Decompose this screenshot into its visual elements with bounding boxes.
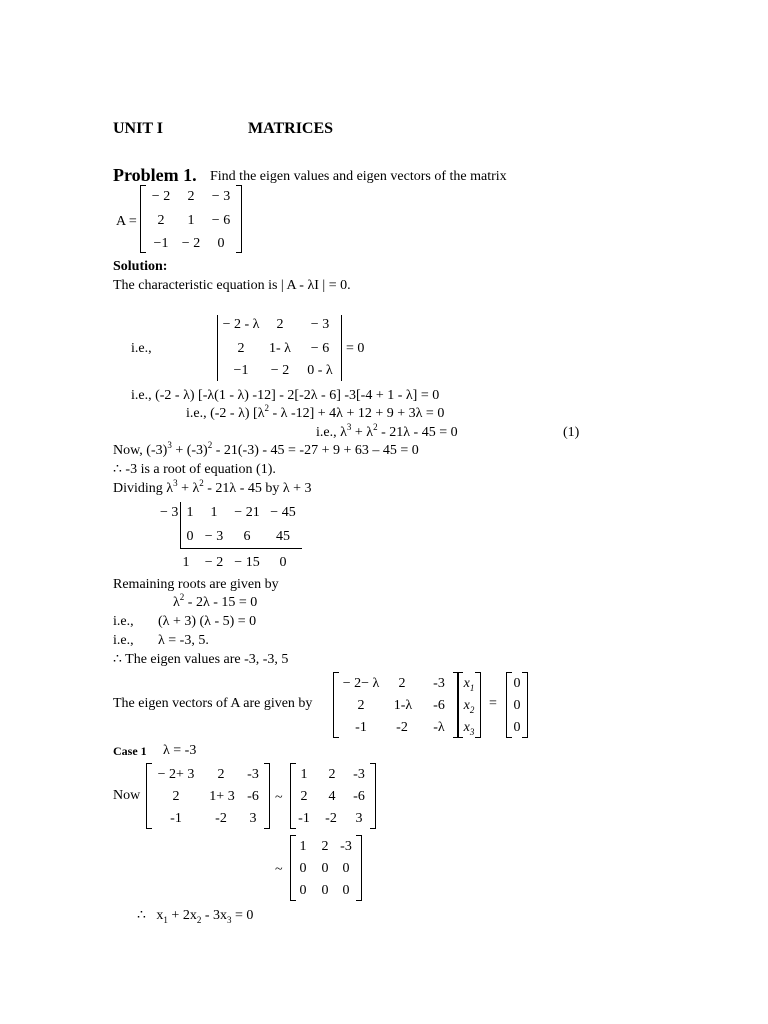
factor-line: (λ + 3) (λ - 5) = 0	[158, 614, 257, 629]
matrix-cell: − 3	[211, 189, 231, 204]
quadratic-equation: $\lambda^2 - 2\lambda - 15 = 0$	[173, 592, 258, 610]
case-cell: -6	[353, 789, 365, 804]
case-cell: 2	[172, 789, 180, 804]
case-cell: 1	[300, 767, 308, 782]
det-cell: 2	[276, 317, 284, 332]
case-cell: 0	[342, 861, 350, 876]
ie-label: i.e.,	[131, 341, 152, 356]
matrix-cell: − 6	[211, 213, 231, 228]
case-cell: -2	[325, 811, 337, 826]
zero-entry: 0	[513, 698, 521, 713]
case-cell: -1	[298, 811, 310, 826]
case-cell: 3	[355, 811, 363, 826]
det-cell: − 6	[310, 341, 330, 356]
case-cell: 2	[217, 767, 225, 782]
det-cell: 2	[237, 341, 245, 356]
ev-equals: =	[489, 696, 497, 711]
case-cell: 0	[299, 861, 307, 876]
case-cell: 1+ 3	[209, 789, 235, 804]
matrix-a-prefix: A =	[116, 214, 137, 229]
det-cell: − 2	[270, 363, 290, 378]
remaining-roots-line: Remaining roots are given by	[113, 577, 279, 592]
x-entry: $x_3$	[463, 720, 475, 737]
eigen-vectors-intro: The eigen vectors of A are given by	[113, 696, 313, 711]
det-cell: 1- λ	[269, 341, 291, 356]
matrix-cell: − 2	[151, 189, 171, 204]
case-cell: 0	[299, 883, 307, 898]
determinant	[217, 315, 342, 381]
case-label: Case 1	[113, 744, 147, 758]
case-cell: 2	[321, 839, 329, 854]
case-cell: 4	[328, 789, 336, 804]
case-matrix-2	[291, 763, 375, 829]
expansion-line-2: i.e., (-2 - λ) [$\lambda^2$ - λ -12] + 4λ + 12 + 9 + 3λ = 0	[186, 403, 445, 421]
syn-cell: − 45	[270, 505, 296, 520]
zero-entry: 0	[513, 676, 521, 691]
ev-cell: -λ	[433, 720, 445, 735]
unit-label: UNIT I	[113, 120, 163, 137]
matrix-cell: 0	[217, 236, 225, 251]
case-cell: -3	[247, 767, 259, 782]
case-cell: 0	[321, 883, 329, 898]
syn-cell: − 15	[234, 555, 260, 570]
zero-vector	[507, 672, 527, 738]
case-cell: 2	[300, 789, 308, 804]
syn-cell: − 21	[234, 505, 260, 520]
case-cell: 0	[321, 861, 329, 876]
syn-cell: 6	[243, 529, 251, 544]
syn-cell: 1	[210, 505, 218, 520]
matrix-cell: 2	[187, 189, 195, 204]
syn-cell: 0	[279, 555, 287, 570]
values-line: λ = -3, 5.	[158, 633, 209, 648]
synthetic-division	[150, 500, 310, 575]
char-eq-line: The characteristic equation is | A - λI | = 0.	[113, 278, 351, 293]
ev-cell: 2	[357, 698, 365, 713]
case-cell: 2	[328, 767, 336, 782]
substitution-line: Now, $(-3)^3 + (-3)^2 - 21(-3) - 45 = -27 + 9 + 63 - 45 = 0$	[113, 440, 419, 458]
case-cell: -3	[340, 839, 352, 854]
matrix-cell: − 2	[181, 236, 201, 251]
ev-cell: 1-λ	[393, 698, 413, 713]
matrix-cell: −1	[153, 236, 169, 251]
case-matrix-3	[291, 835, 361, 901]
zero-entry: 0	[513, 720, 521, 735]
case-cell: 1	[299, 839, 307, 854]
ev-cell: -3	[433, 676, 445, 691]
solution-label: Solution:	[113, 259, 168, 274]
syn-cell: 0	[186, 529, 194, 544]
ie-values-label: i.e.,	[113, 633, 134, 648]
ev-cell: − 2− λ	[342, 676, 380, 691]
unit-title: MATRICES	[248, 120, 334, 137]
case-cell: -3	[353, 767, 365, 782]
case-cell: 3	[249, 811, 257, 826]
case-cell: -1	[170, 811, 182, 826]
det-cell: − 3	[310, 317, 330, 332]
ev-cell: 2	[398, 676, 406, 691]
matrix-cell: 1	[187, 213, 195, 228]
root-line: ∴ -3 is a root of equation (1).	[113, 462, 276, 477]
problem-label: Problem 1.	[113, 165, 197, 185]
syn-cell: 45	[276, 529, 290, 544]
syn-cell: − 3	[204, 529, 224, 544]
final-equation: ∴ $x_1 + 2x_2 - 3x_3 = 0$	[137, 908, 254, 925]
det-cell: 0 - λ	[307, 363, 333, 378]
x-entry: $x_1$	[463, 676, 475, 693]
det-cell: − 2 - λ	[222, 317, 260, 332]
matrix-cell: 2	[157, 213, 165, 228]
ev-cell: -2	[396, 720, 408, 735]
case-matrix-1	[147, 763, 269, 829]
problem-statement: Find the eigen values and eigen vectors of the matrix	[210, 169, 507, 184]
case-cell: 0	[342, 883, 350, 898]
case-cell: − 2+ 3	[157, 767, 195, 782]
syn-cell: − 2	[204, 555, 224, 570]
ev-cell: -1	[355, 720, 367, 735]
tilde-2: ~	[275, 862, 283, 877]
expansion-line-1: i.e., (-2 - λ) [-λ(1 - λ) -12] - 2[-2λ - 6] -3[-4 + 1 - λ] = 0	[131, 388, 440, 403]
divisor: − 3	[160, 505, 179, 520]
ie-factor-label: i.e.,	[113, 614, 134, 629]
syn-cell: 1	[182, 555, 190, 570]
now-label: Now	[113, 788, 141, 803]
x-entry: $x_2$	[463, 698, 475, 715]
eigen-vector-matrix	[334, 672, 458, 738]
syn-cell: 1	[186, 505, 194, 520]
x-vector	[458, 672, 480, 738]
tilde: ~	[275, 790, 283, 805]
matrix-a	[141, 185, 241, 253]
dividing-line: Dividing $\lambda^3 + \lambda^2 - 21\lambda - 45$ by λ + 3	[113, 478, 312, 496]
equation-number: (1)	[563, 425, 580, 440]
det-equals: = 0	[346, 341, 365, 356]
cubic-equation: i.e., $\lambda^3 + \lambda^2 - 21\lambda - 45 = 0$	[316, 422, 458, 440]
case-cell: -6	[247, 789, 259, 804]
case-lambda: λ = -3	[163, 743, 197, 758]
det-cell: −1	[233, 363, 249, 378]
ev-cell: -6	[433, 698, 445, 713]
case-cell: -2	[215, 811, 227, 826]
eigen-values-line: ∴ The eigen values are -3, -3, 5	[113, 652, 289, 667]
